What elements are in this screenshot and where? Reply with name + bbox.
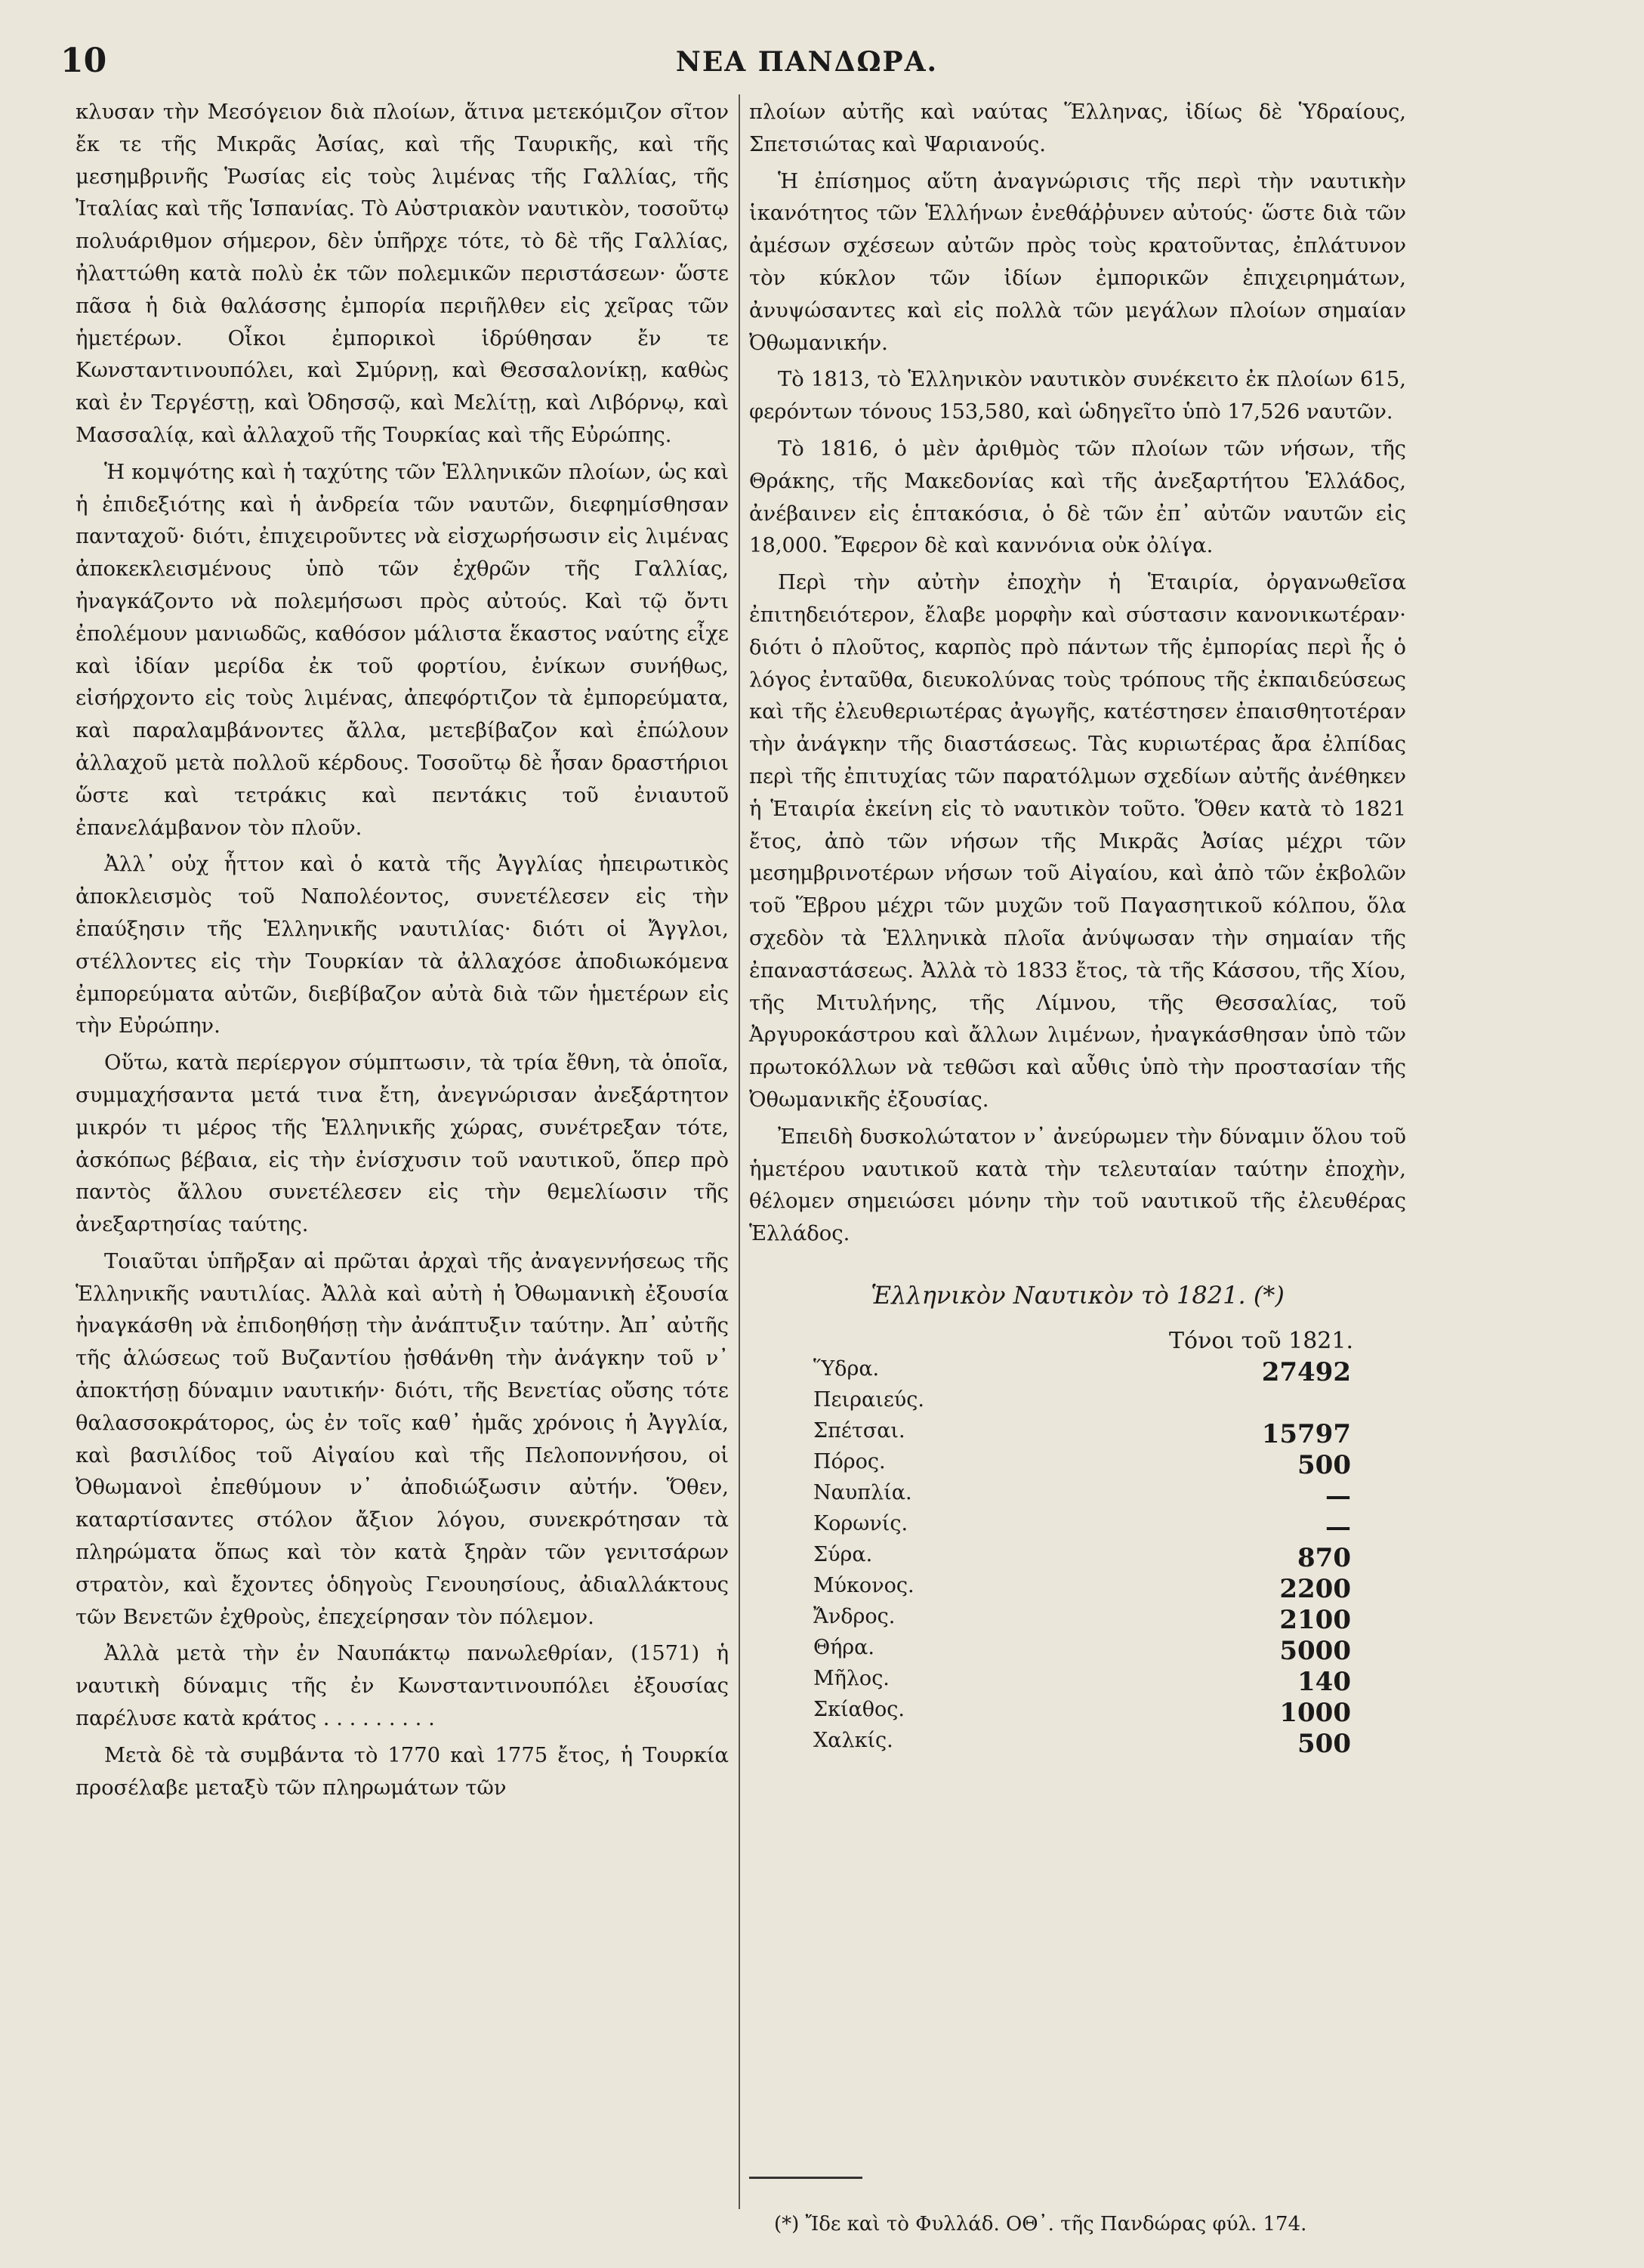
paragraph: Μετὰ δὲ τὰ συμβάντα τὸ 1770 καὶ 1775 ἔτος, ἡ Τουρκία προσέλαβε μεταξὺ τῶν πληρωμάτων τῶν bbox=[76, 1743, 729, 1800]
table-row bbox=[813, 1698, 1357, 1729]
place-name: Σκίαθος. bbox=[813, 1697, 905, 1721]
paragraph: Ἡ ἐπίσημος αὕτη ἀναγνώρισις τῆς περὶ τὴν ναυτικὴν ἱκανότητος τῶν Ἑλλήνων ἐνεθάῤῥυνεν αὐτούς· ὥστε διὰ τῶν ἀμέσων σχέσεων αὐτῶν πρὸς τοὺς κρατοῦντας, ἐπλάτυνον τὸν κύκλον τῶν ἰδίων ἐμπορικῶν ἐπιχειρημάτων, ἀνυψώσαντες καὶ εἰς πολλὰ τῶν μεγάλων πλοίων σημαίαν Ὀθωμανικήν. bbox=[749, 169, 1406, 355]
paragraph: Ἀλλ᾽ οὐχ ἧττον καὶ ὁ κατὰ τῆς Ἀγγλίας ἠπειρωτικὸς ἀποκλεισμὸς τοῦ Ναπολέοντος, συνετέλεσεν εἰς τὴν ἐπαύξησιν τῆς Ἑλληνικῆς ναυτιλίας· διότι οἱ Ἄγγλοι, στέλλοντες εἰς τὴν Τουρκίαν τὰ ἀλλαχόσε ἀποδιωκόμενα ἐμπορεύματα αὐτῶν, διεβίβαζον αὐτὰ διὰ τῶν ἡμετέρων εἰς τὴν Εὐρώπην. bbox=[76, 853, 729, 1038]
table-title: Ἑλληνικὸν Ναυτικὸν τὸ 1821. (*) bbox=[871, 1280, 1285, 1310]
tonnage-value: 1000 bbox=[1279, 1697, 1351, 1728]
tonnage-value: 27492 bbox=[1261, 1356, 1351, 1387]
place-name: Κορωνίς. bbox=[813, 1511, 908, 1535]
place-name: Πειραιεύς. bbox=[813, 1387, 924, 1412]
paragraph: Ἡ κομψότης καὶ ἡ ταχύτης τῶν Ἑλληνικῶν πλοίων, ὡς καὶ ἡ ἐπιδεξιότης καὶ ἡ ἀνδρεία τῶν ναυτῶν, διεφημίσθησαν πανταχοῦ· διότι, ἐπιχειροῦντες νὰ εἰσχωρήσωσιν εἰς λιμένας ἀποκεκλεισμένους ὑπὸ τῶν ἐχθρῶν τῆς Γαλλίας, ἠναγκάζοντο νὰ πολεμήσωσι πρὸς αὐτούς. Καὶ τῷ ὄντι ἐπολέμουν μανιωδῶς, καθόσον μάλιστα ἕκαστος ναύτης εἶχε καὶ ἰδίαν μερίδα ἐκ τοῦ φορτίου, ἐνίκων συνήθως, εἰσήρχοντο εἰς τοὺς λιμένας, ἀπεφόρτιζον τὰ ἐμπορεύματα, καὶ παραλαμβάνοντες ἄλλα, μετεβίβαζον καὶ ἐπώλουν ἀλλαχοῦ μετὰ πολλοῦ κέρδους. Τοσοῦτῳ δὲ ἦσαν δραστήριοι ὥστε καὶ τετράκις καὶ πεντάκις τοῦ ἐνιαυτοῦ ἐπανελάμβανον τὸν πλοῦν. bbox=[76, 460, 729, 840]
footnote: (*) Ἴδε καὶ τὸ Φυλλάδ. ΟΘ᾽. τῆς Πανδώρας φύλ. 174. bbox=[774, 2213, 1307, 2236]
place-name: Ἄνδρος. bbox=[813, 1604, 896, 1628]
paragraph: κλυσαν τὴν Μεσόγειον διὰ πλοίων, ἅτινα μετεκόμιζον σῖτον ἔκ τε τῆς Μικρᾶς Ἀσίας, καὶ τῆς Ταυρικῆς, καὶ τῆς μεσημβρινῆς Ῥωσίας εἰς τοὺς λιμένας τῆς Γαλλίας, τῆς Ἰταλίας καὶ τῆς Ἱσπανίας. Τὸ Αὐστριακὸν ναυτικὸν, τοσοῦτῳ πολυάριθμον σήμερον, δὲν ὑπῆρχε τότε, τὸ δὲ τῆς Γαλλίας, ἠλαττώθη κατὰ πολὺ ἐκ τῶν πολεμικῶν περιστάσεων· ὥστε πᾶσα ἡ διὰ θαλάσσης ἐμπορία περιῆλθεν εἰς χεῖρας τῶν ἡμετέρων. Οἶκοι ἐμπορικοὶ ἱδρύθησαν ἔν τε Κωνσταντινουπόλει, καὶ Σμύρνῃ, καὶ Θεσσαλονίκῃ, καθὼς καὶ ἐν Τεργέστῃ, καὶ Ὀδησσῷ, καὶ Μελίτῃ, καὶ Λιβόρνῳ, καὶ Μασσαλίᾳ, καὶ ἀλλαχοῦ τῆς Τουρκίας καὶ τῆς Εὐρώπης. bbox=[76, 100, 729, 447]
place-name: Πόρος. bbox=[813, 1449, 886, 1473]
tonnage-value: 140 bbox=[1297, 1666, 1351, 1697]
paragraph: Τοιαῦται ὑπῆρξαν αἱ πρῶται ἀρχαὶ τῆς ἀναγεννήσεως τῆς Ἑλληνικῆς ναυτιλίας. Ἀλλὰ καὶ αὐτὴ ἡ Ὀθωμανικὴ ἐξουσία ἠναγκάσθη νὰ ἐπιδοηθήσῃ τὴν ἀνάπτυξιν ταύτην. Ἀπ᾽ αὐτῆς τῆς ἁλώσεως τοῦ Βυζαντίου ᾐσθάνθη τὴν ἀνάγκην τοῦ ν᾽ ἀποκτήσῃ δύναμιν ναυτικήν· διότι, τῆς Βενετίας οὔσης τότε θαλασσοκράτορος, ὡς ἐν τοῖς καθ᾽ ἡμᾶς χρόνοις ἡ Ἀγγλία, καὶ βασιλίδος τοῦ Αἰγαίου καὶ τῆς Πελοποννήσου, οἱ Ὀθωμανοὶ ἐπεθύμουν ν᾽ ἀποδιώξωσιν αὐτήν. Ὅθεν, καταρτίσαντες στόλον ἄξιον λόγου, συνεκρότησαν τὰ πληρώματα ὅπως καὶ τὸν κατὰ ξηρὰν τῶν γενιτσάρων στρατὸν, καὶ ἔχοντες ὁδηγοὺς Γενουησίους, ἀδιαλλάκτους τῶν Βενετῶν ἐχθροὺς, ἐπεχείρησαν τὸν πόλεμον. bbox=[76, 1249, 729, 1629]
tonnage-value: 2200 bbox=[1279, 1573, 1351, 1604]
paragraph: Τὸ 1813, τὸ Ἑλληνικὸν ναυτικὸν συνέκειτο ἐκ πλοίων 615, φερόντων τόνους 153,580, καὶ ὡδηγεῖτο ὑπὸ 17,526 ναυτῶν. bbox=[749, 368, 1406, 424]
page-number: 10 bbox=[60, 42, 107, 80]
table-row bbox=[813, 1605, 1357, 1636]
table-row bbox=[813, 1636, 1357, 1667]
tonnage-value: 870 bbox=[1297, 1542, 1351, 1573]
place-name: Ναυπλία. bbox=[813, 1480, 912, 1504]
table-row bbox=[813, 1388, 1357, 1419]
left-column bbox=[76, 97, 729, 1809]
paragraph: Ἀλλὰ μετὰ τὴν ἐν Ναυπάκτῳ πανωλεθρίαν, (1571) ἡ ναυτικὴ δύναμις τῆς ἐν Κωνσταντινουπόλει ἐξουσίας παρέλυσε κατὰ κράτος . . . . . . . . . bbox=[76, 1642, 729, 1731]
tonnage-value: 500 bbox=[1297, 1728, 1351, 1759]
tonnage-value: — bbox=[1325, 1480, 1351, 1511]
place-name: Μύκονος. bbox=[813, 1573, 915, 1597]
column-divider bbox=[739, 94, 740, 2209]
table-row bbox=[813, 1419, 1357, 1450]
tonnage-value: 500 bbox=[1297, 1449, 1351, 1480]
table-row bbox=[813, 1357, 1357, 1388]
paragraph: Οὕτω, κατὰ περίεργον σύμπτωσιν, τὰ τρία ἔθνη, τὰ ὁποῖα, συμμαχήσαντα μετά τινα ἔτη, ἀνεγνώρισαν ἀνεξάρτητον μικρόν τι μέρος τῆς Ἑλληνικῆς χώρας, συνέτρεξαν τότε, ἀσκόπως βέβαια, εἰς τὴν ἐνίσχυσιν τοῦ ναυτικοῦ, ὅπερ πρὸ παντὸς ἄλλου συνετέλεσεν εἰς τὴν θεμελίωσιν τῆς ἀνεξαρτησίας ταύτης. bbox=[76, 1051, 729, 1237]
page-header bbox=[53, 42, 1561, 87]
tonnage-value: — bbox=[1325, 1511, 1351, 1542]
table-row bbox=[813, 1574, 1357, 1605]
place-name: Χαλκίς. bbox=[813, 1728, 893, 1752]
paragraph: Ἐπειδὴ δυσκολώτατον ν᾽ ἀνεύρωμεν τὴν δύναμιν ὅλου τοῦ ἡμετέρου ναυτικοῦ κατὰ τὴν τελευταίαν ταύτην ἐποχὴν, θέλομεν σημειώσει μόνην τὴν τοῦ ναυτικοῦ τῆς ἐλευθέρας Ἑλλάδος. bbox=[749, 1125, 1406, 1246]
table-row bbox=[813, 1667, 1357, 1698]
tonnage-value: 5000 bbox=[1279, 1635, 1351, 1666]
place-name: Μῆλος. bbox=[813, 1666, 890, 1690]
table-row bbox=[813, 1512, 1357, 1543]
paragraph: Τὸ 1816, ὁ μὲν ἀριθμὸς τῶν πλοίων τῶν νήσων, τῆς Θράκης, τῆς Μακεδονίας καὶ τῆς ἀνεξαρτήτου Ἑλλάδος, ἀνέβαινεν εἰς ἑπτακόσια, ὁ δὲ τῶν ἐπ᾽ αὐτῶν ναυτῶν εἰς 18,000. Ἔφερον δὲ καὶ καννόνια οὐκ ὀλίγα. bbox=[749, 437, 1406, 558]
tonnage-table bbox=[813, 1328, 1357, 1760]
place-name: Ὕδρα. bbox=[813, 1356, 880, 1381]
tonnage-value: 15797 bbox=[1261, 1418, 1351, 1449]
right-column bbox=[749, 97, 1406, 1760]
footnote-rule bbox=[749, 2177, 862, 2179]
place-name: Θήρα. bbox=[813, 1635, 874, 1659]
table-row bbox=[813, 1481, 1357, 1512]
journal-title: ΝΕΑ ΠΑΝΔΩΡΑ. bbox=[675, 46, 939, 78]
tonnage-value: 2100 bbox=[1279, 1604, 1351, 1635]
table-row bbox=[813, 1543, 1357, 1574]
paragraph: πλοίων αὐτῆς καὶ ναύτας Ἕλληνας, ἰδίως δὲ Ὑδραίους, Σπετσιώτας καὶ Ψαριανούς. bbox=[749, 100, 1406, 156]
place-name: Σπέτσαι. bbox=[813, 1418, 905, 1443]
place-name: Σύρα. bbox=[813, 1542, 873, 1566]
table-header: Τόνοι τοῦ 1821. bbox=[1169, 1327, 1353, 1354]
paragraph: Περὶ τὴν αὐτὴν ἐποχὴν ἡ Ἑταιρία, ὀργανωθεῖσα ἐπιτηδειότερον, ἔλαβε μορφὴν καὶ σύστασιν κανονικωτέραν· διότι ὁ πλοῦτος, καρπὸς πρὸ πάντων τῆς ἐμπορίας περὶ ἧς ὁ λόγος ἐνταῦθα, διευκολύνας τοὺς τρόπους τῆς ἐκπαιδεύσεως καὶ τῆς ἐλευθεριωτέρας ἀγωγῆς, κατέστησεν ἐπαισθητοτέραν τὴν ἀνάγκην τῆς διαστάσεως. Τὰς κυριωτέρας ἄρα ἐλπίδας περὶ τῆς ἐπιτυχίας τῶν παρατόλμων σχεδίων αὐτῆς ἀνέθηκεν ἡ Ἑταιρία ἐκείνη εἰς τὸ ναυτικὸν τοῦτο. Ὅθεν κατὰ τὸ 1821 ἔτος, ἀπὸ τῶν νήσων τῆς Μικρᾶς Ἀσίας μέχρι τῶν μεσημβρινοτέρων νήσων τοῦ Αἰγαίου, καὶ ἀπὸ τῶν ἐκβολῶν τοῦ Ἕβρου μέχρι τῶν μυχῶν τοῦ Παγασητικοῦ κόλπου, ὅλα σχεδὸν τὰ Ἑλληνικὰ πλοῖα ἀνύψωσαν τὴν σημαίαν τῆς ἐπαναστάσεως. Ἀλλὰ τὸ 1833 ἔτος, τὰ τῆς Κάσσου, τῆς Χίου, τῆς Μιτυλήνης, τῆς Λίμνου, τῆς Θεσσαλίας, τοῦ Ἀργυροκάστρου καὶ ἄλλων λιμένων, ἠναγκάσθησαν ὑπὸ τῶν πρωτοκόλλων νὰ τεθῶσι καὶ αὖθις ὑπὸ τὴν προστασίαν τῆς Ὀθωμανικῆς ἐξουσίας. bbox=[749, 571, 1406, 1112]
table-row bbox=[813, 1729, 1357, 1760]
table-row bbox=[813, 1450, 1357, 1481]
